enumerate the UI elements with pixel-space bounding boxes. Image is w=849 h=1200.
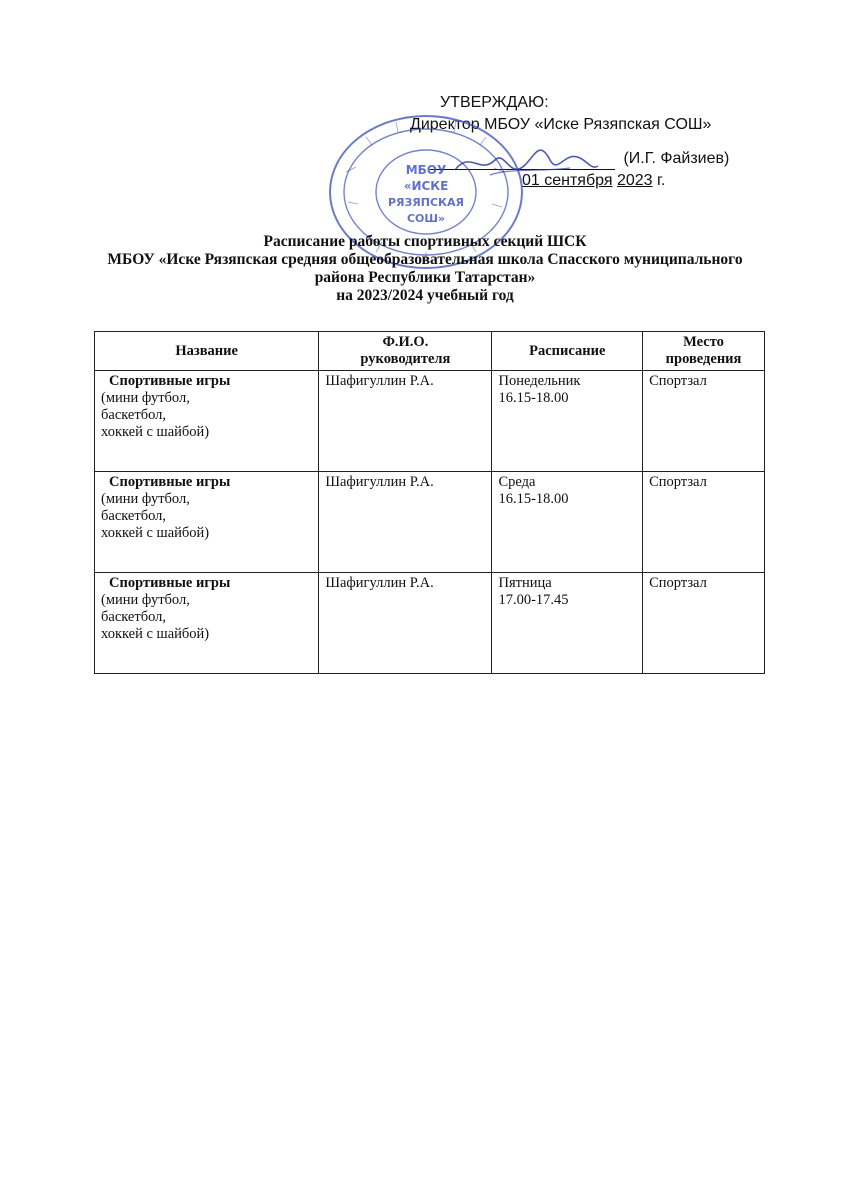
table-header-row <box>95 332 765 371</box>
schedule-time: 16.15-18.00 <box>498 390 569 406</box>
schedule-day: Среда <box>498 474 536 490</box>
table-row <box>95 573 765 674</box>
stamp-text-4: СОШ» <box>406 212 446 225</box>
section-detail-1: (мини футбол, <box>101 592 190 608</box>
section-title: Спортивные игры <box>109 373 231 389</box>
cell-schedule <box>492 472 643 573</box>
approval-heading: УТВЕРЖДАЮ: <box>440 94 549 111</box>
cell-place: Спортзал <box>643 371 765 472</box>
cell-leader: Шафигуллин Р.А. <box>319 573 492 674</box>
header-schedule: Расписание <box>492 332 643 371</box>
cell-name <box>95 472 319 573</box>
cell-name <box>95 371 319 472</box>
section-detail-2: баскетбол, <box>101 609 167 625</box>
header-leader-line2: руководителя <box>360 351 451 367</box>
title-line-2: МБОУ «Иске Рязяпская средняя общеобразовательная школа Спасского муниципального <box>107 251 743 268</box>
cell-place: Спортзал <box>643 472 765 573</box>
stamp-text-2: «ИСКЕ <box>403 179 449 193</box>
approval-date-year: 2023 <box>616 172 653 189</box>
approval-position: Директор МБОУ «Иске Рязяпская СОШ» <box>410 116 712 133</box>
stamp-text-3: РЯЗЯПСКАЯ <box>387 196 465 209</box>
schedule-time: 17.00-17.45 <box>498 592 569 608</box>
cell-schedule <box>492 371 643 472</box>
schedule-time: 16.15-18.00 <box>498 491 569 507</box>
section-title: Спортивные игры <box>109 474 231 490</box>
stamp-text-1: МБОУ <box>405 163 447 177</box>
cell-leader: Шафигуллин Р.А. <box>319 371 492 472</box>
header-place <box>643 332 765 371</box>
schedule-day: Пятница <box>498 575 552 591</box>
section-title: Спортивные игры <box>109 575 231 591</box>
header-name: Название <box>95 332 319 371</box>
cell-name <box>95 573 319 674</box>
cell-place: Спортзал <box>643 573 765 674</box>
section-detail-3: хоккей с шайбой) <box>101 424 210 440</box>
section-detail-3: хоккей с шайбой) <box>101 626 210 642</box>
handwritten-signature <box>450 130 600 190</box>
approval-date-day: 01 сентября <box>522 172 613 189</box>
header-leader <box>319 332 492 371</box>
header-leader-line1: Ф.И.О. <box>382 334 429 350</box>
section-detail-1: (мини футбол, <box>101 491 190 507</box>
title-line-3: района Республики Татарстан» <box>314 269 536 286</box>
header-place-line1: Место <box>683 334 724 350</box>
section-detail-1: (мини футбол, <box>101 390 190 406</box>
schedule-day: Понедельник <box>498 373 581 389</box>
cell-schedule <box>492 573 643 674</box>
table-row <box>95 472 765 573</box>
title-line-4: на 2023/2024 учебный год <box>336 287 514 304</box>
approval-name: (И.Г. Файзиев) <box>623 150 730 167</box>
approval-date-suffix: г. <box>657 172 666 189</box>
schedule-table <box>94 331 765 674</box>
section-detail-3: хоккей с шайбой) <box>101 525 210 541</box>
section-detail-2: баскетбол, <box>101 508 167 524</box>
section-detail-2: баскетбол, <box>101 407 167 423</box>
table-row <box>95 371 765 472</box>
document-title <box>60 233 790 305</box>
title-line-1: Расписание работы спортивных секций ШСК <box>263 233 587 250</box>
cell-leader: Шафигуллин Р.А. <box>319 472 492 573</box>
header-place-line2: проведения <box>665 351 742 367</box>
